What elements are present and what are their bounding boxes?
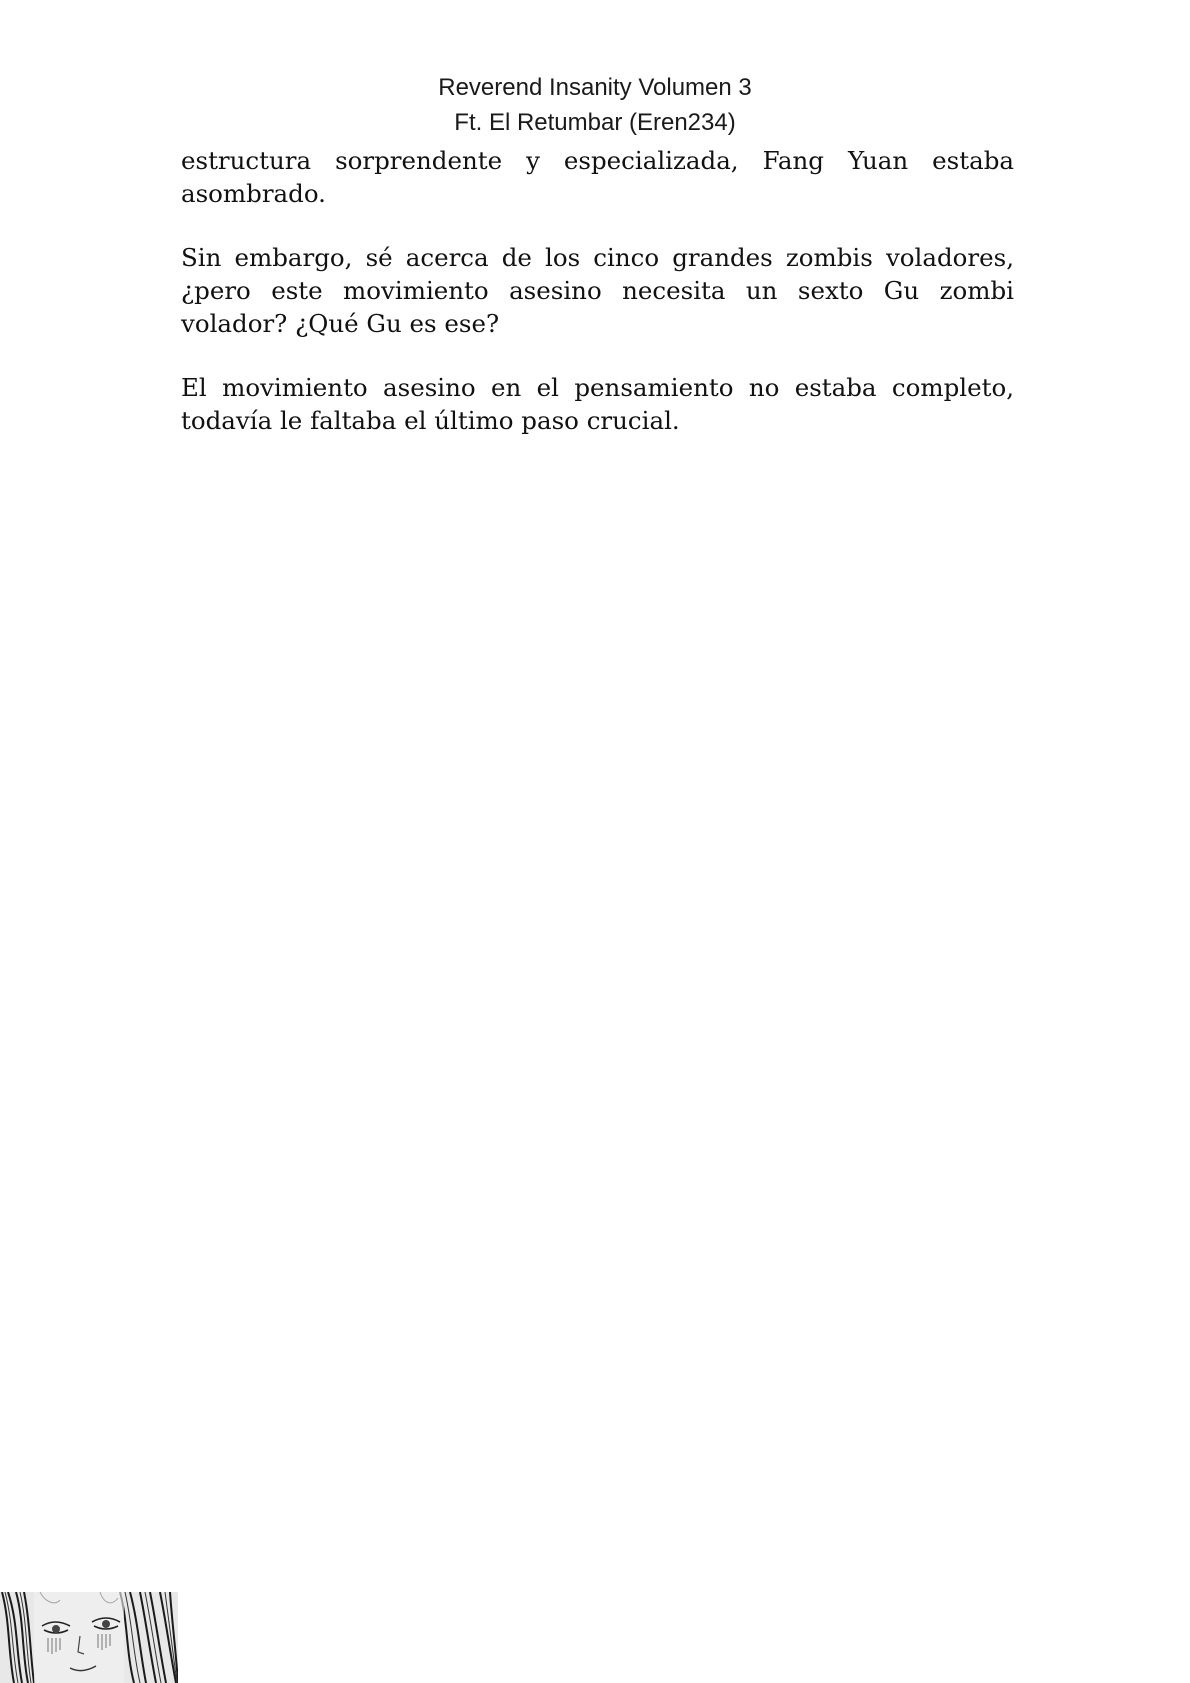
paragraph-2: Sin embargo, sé acerca de los cinco grandes zombis voladores, ¿pero este movimiento asesino necesita un sexto Gu zombi volador? ¿Qué Gu es ese? [181,243,1014,338]
manga-portrait-image [0,1592,178,1683]
paragraph-1: estructura sorprendente y especializada, Fang Yuan estaba asombrado. [181,146,1014,208]
portrait-illustration [0,1592,178,1683]
paragraph-3: El movimiento asesino en el pensamiento no estaba completo, todavía le faltaba el último paso crucial. [181,373,1014,435]
page-header [0,70,1190,140]
document-body [181,144,1014,468]
header-subtitle: Ft. El Retumbar (Eren234) [454,109,736,136]
header-title: Reverend Insanity Volumen 3 [438,74,752,101]
